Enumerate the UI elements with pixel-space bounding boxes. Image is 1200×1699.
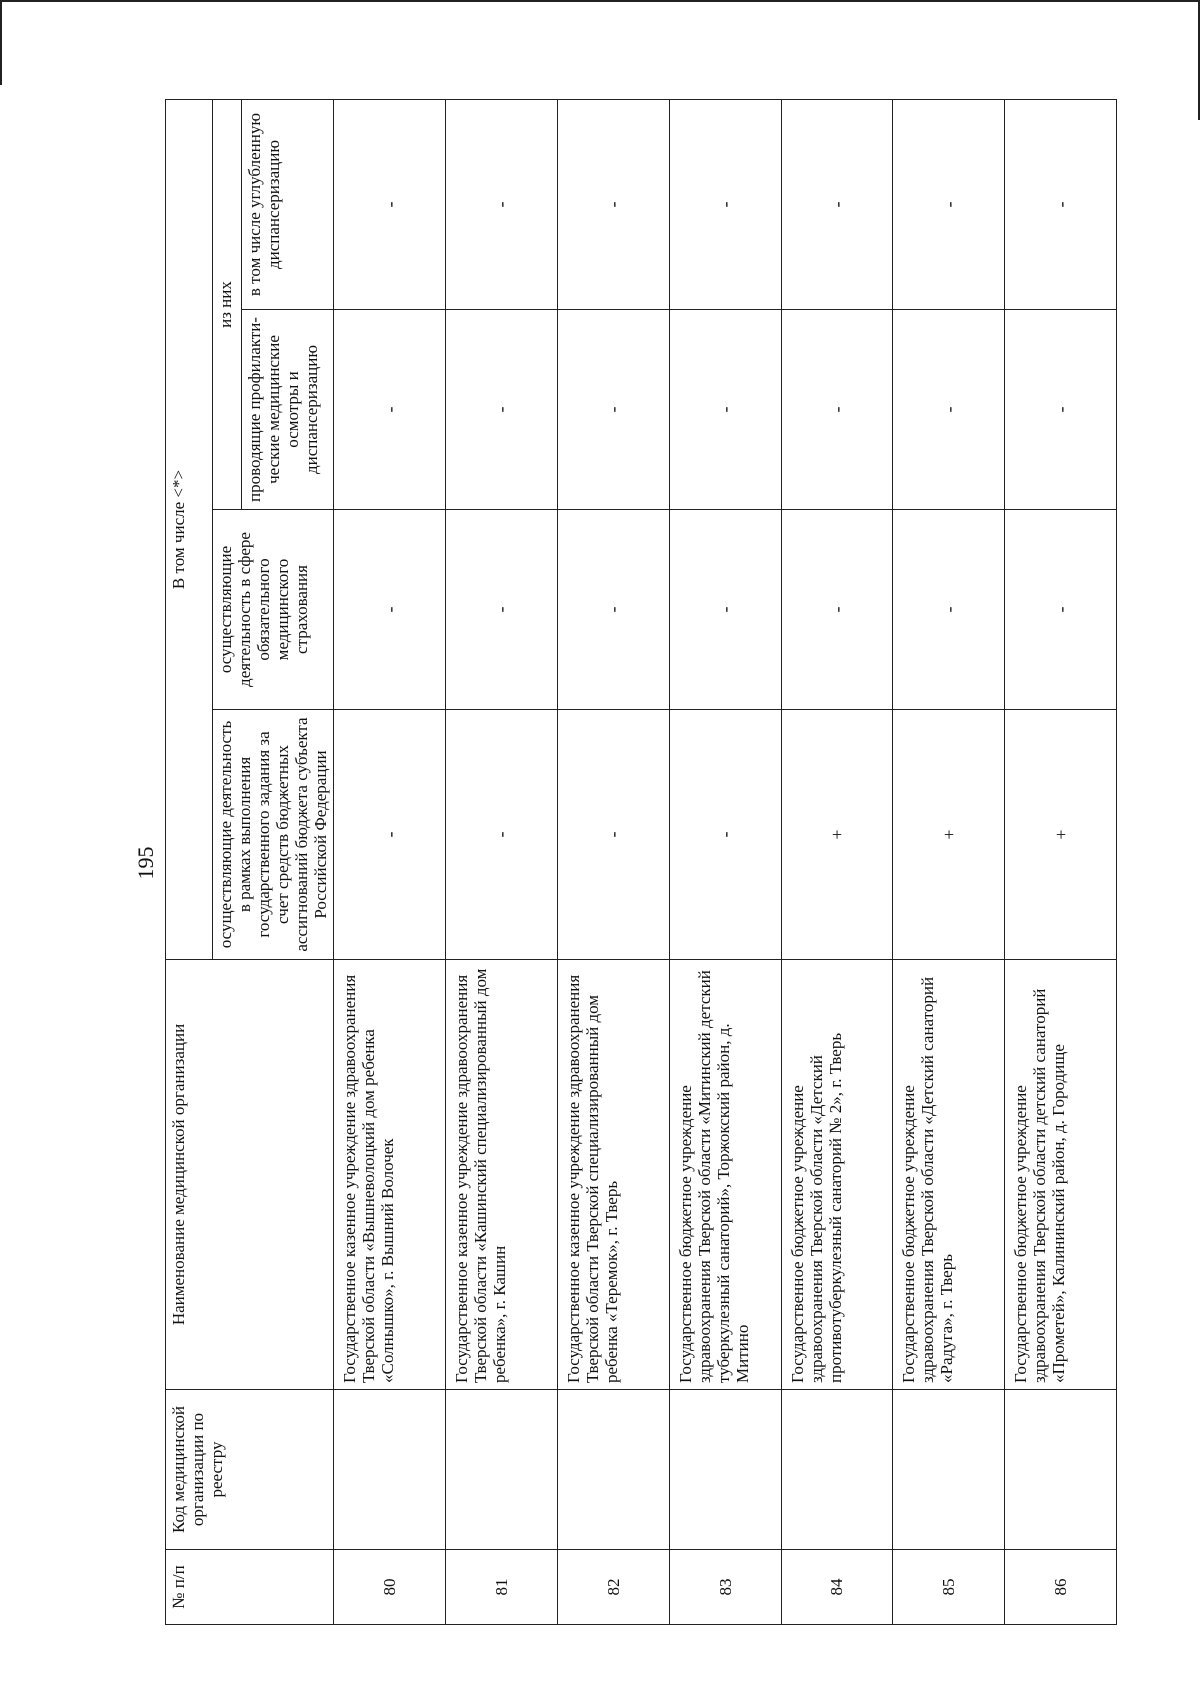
row-oms: -	[334, 510, 446, 710]
scan-border-top	[0, 0, 1200, 2]
table-row	[781, 100, 893, 1625]
row-deep: -	[1005, 100, 1117, 310]
table-row	[334, 100, 446, 1625]
row-budget: +	[781, 710, 893, 960]
header-code: Код медицинской организации по реестру	[166, 1390, 334, 1550]
row-name: Государственное бюджетное учреждение здравоохранения Тверской области детский санаторий «Прометей», Калининский район, д. Городище	[1005, 960, 1117, 1390]
table-row	[669, 100, 781, 1625]
row-name: Государственное бюджетное учреждение здравоохранения Тверской области «Детский санаторий «Радуга», г. Тверь	[893, 960, 1005, 1390]
row-oms: -	[781, 510, 893, 710]
row-budget: -	[669, 710, 781, 960]
header-oms: осуществляющие деятельность в сфере обязательного медицинского страхования	[213, 510, 334, 710]
row-prof: -	[446, 310, 558, 510]
row-budget: -	[334, 710, 446, 960]
row-name: Государственное казенное учреждение здравоохранения Тверской области «Вышневолоцкий дом ребенка «Солнышко», г. Вышний Волочек	[334, 960, 446, 1390]
row-num: 83	[669, 1550, 781, 1625]
row-code	[334, 1390, 446, 1550]
row-budget: +	[893, 710, 1005, 960]
row-deep: -	[557, 100, 669, 310]
row-name: Государственное казенное учреждение здравоохранения Тверской области Тверской специализированный дом ребенка «Теремок», г. Тверь	[557, 960, 669, 1390]
row-code	[1005, 1390, 1117, 1550]
row-num: 81	[446, 1550, 558, 1625]
row-oms: -	[893, 510, 1005, 710]
header-of-them: из них	[213, 100, 242, 510]
row-code	[669, 1390, 781, 1550]
row-code	[446, 1390, 558, 1550]
row-deep: -	[781, 100, 893, 310]
row-budget: -	[446, 710, 558, 960]
table-row	[1005, 100, 1117, 1625]
row-num: 84	[781, 1550, 893, 1625]
page-number: 195	[133, 846, 158, 880]
scan-border-left	[0, 0, 2, 85]
header-prof: проводящие профилакти-ческие медицинские осмотры и диспансеризацию	[241, 310, 333, 510]
table-row	[893, 100, 1005, 1625]
row-num: 80	[334, 1550, 446, 1625]
row-name: Государственное бюджетное учреждение здравоохранения Тверской области «Митинский детский туберкулезный санаторий», Торжокский район, д. Митино	[669, 960, 781, 1390]
row-num: 86	[1005, 1550, 1117, 1625]
header-deep: в том числе углубленную диспансеризацию	[241, 100, 333, 310]
row-code	[557, 1390, 669, 1550]
row-num: 85	[893, 1550, 1005, 1625]
row-oms: -	[1005, 510, 1117, 710]
row-budget: -	[557, 710, 669, 960]
row-oms: -	[446, 510, 558, 710]
header-name: Наименование медицинской организации	[166, 960, 334, 1390]
row-name: Государственное казенное учреждение здравоохранения Тверской области «Кашинский специализированный дом ребенка», г. Кашин	[446, 960, 558, 1390]
row-num: 82	[557, 1550, 669, 1625]
table-row	[557, 100, 669, 1625]
row-deep: -	[893, 100, 1005, 310]
header-including: В том числе <*>	[166, 100, 213, 960]
row-deep: -	[669, 100, 781, 310]
row-prof: -	[669, 310, 781, 510]
row-name: Государственное бюджетное учреждение здравоохранения Тверской области «Детский противотуберкулезный санаторий № 2», г. Тверь	[781, 960, 893, 1390]
row-prof: -	[1005, 310, 1117, 510]
row-prof: -	[334, 310, 446, 510]
row-oms: -	[669, 510, 781, 710]
row-budget: +	[1005, 710, 1117, 960]
row-code	[893, 1390, 1005, 1550]
table-row	[446, 100, 558, 1625]
row-deep: -	[446, 100, 558, 310]
header-num: № п/п	[166, 1550, 334, 1625]
row-deep: -	[334, 100, 446, 310]
row-prof: -	[557, 310, 669, 510]
medical-organizations-table	[165, 99, 1117, 1625]
rotated-table-container	[165, 100, 1105, 1625]
header-budget: осуществляющие деятельность в рамках выполнения государственного задания за счет средств бюджетных ассигнований бюджета субъекта Российской Федерации	[213, 710, 334, 960]
row-prof: -	[893, 310, 1005, 510]
row-prof: -	[781, 310, 893, 510]
row-oms: -	[557, 510, 669, 710]
row-code	[781, 1390, 893, 1550]
